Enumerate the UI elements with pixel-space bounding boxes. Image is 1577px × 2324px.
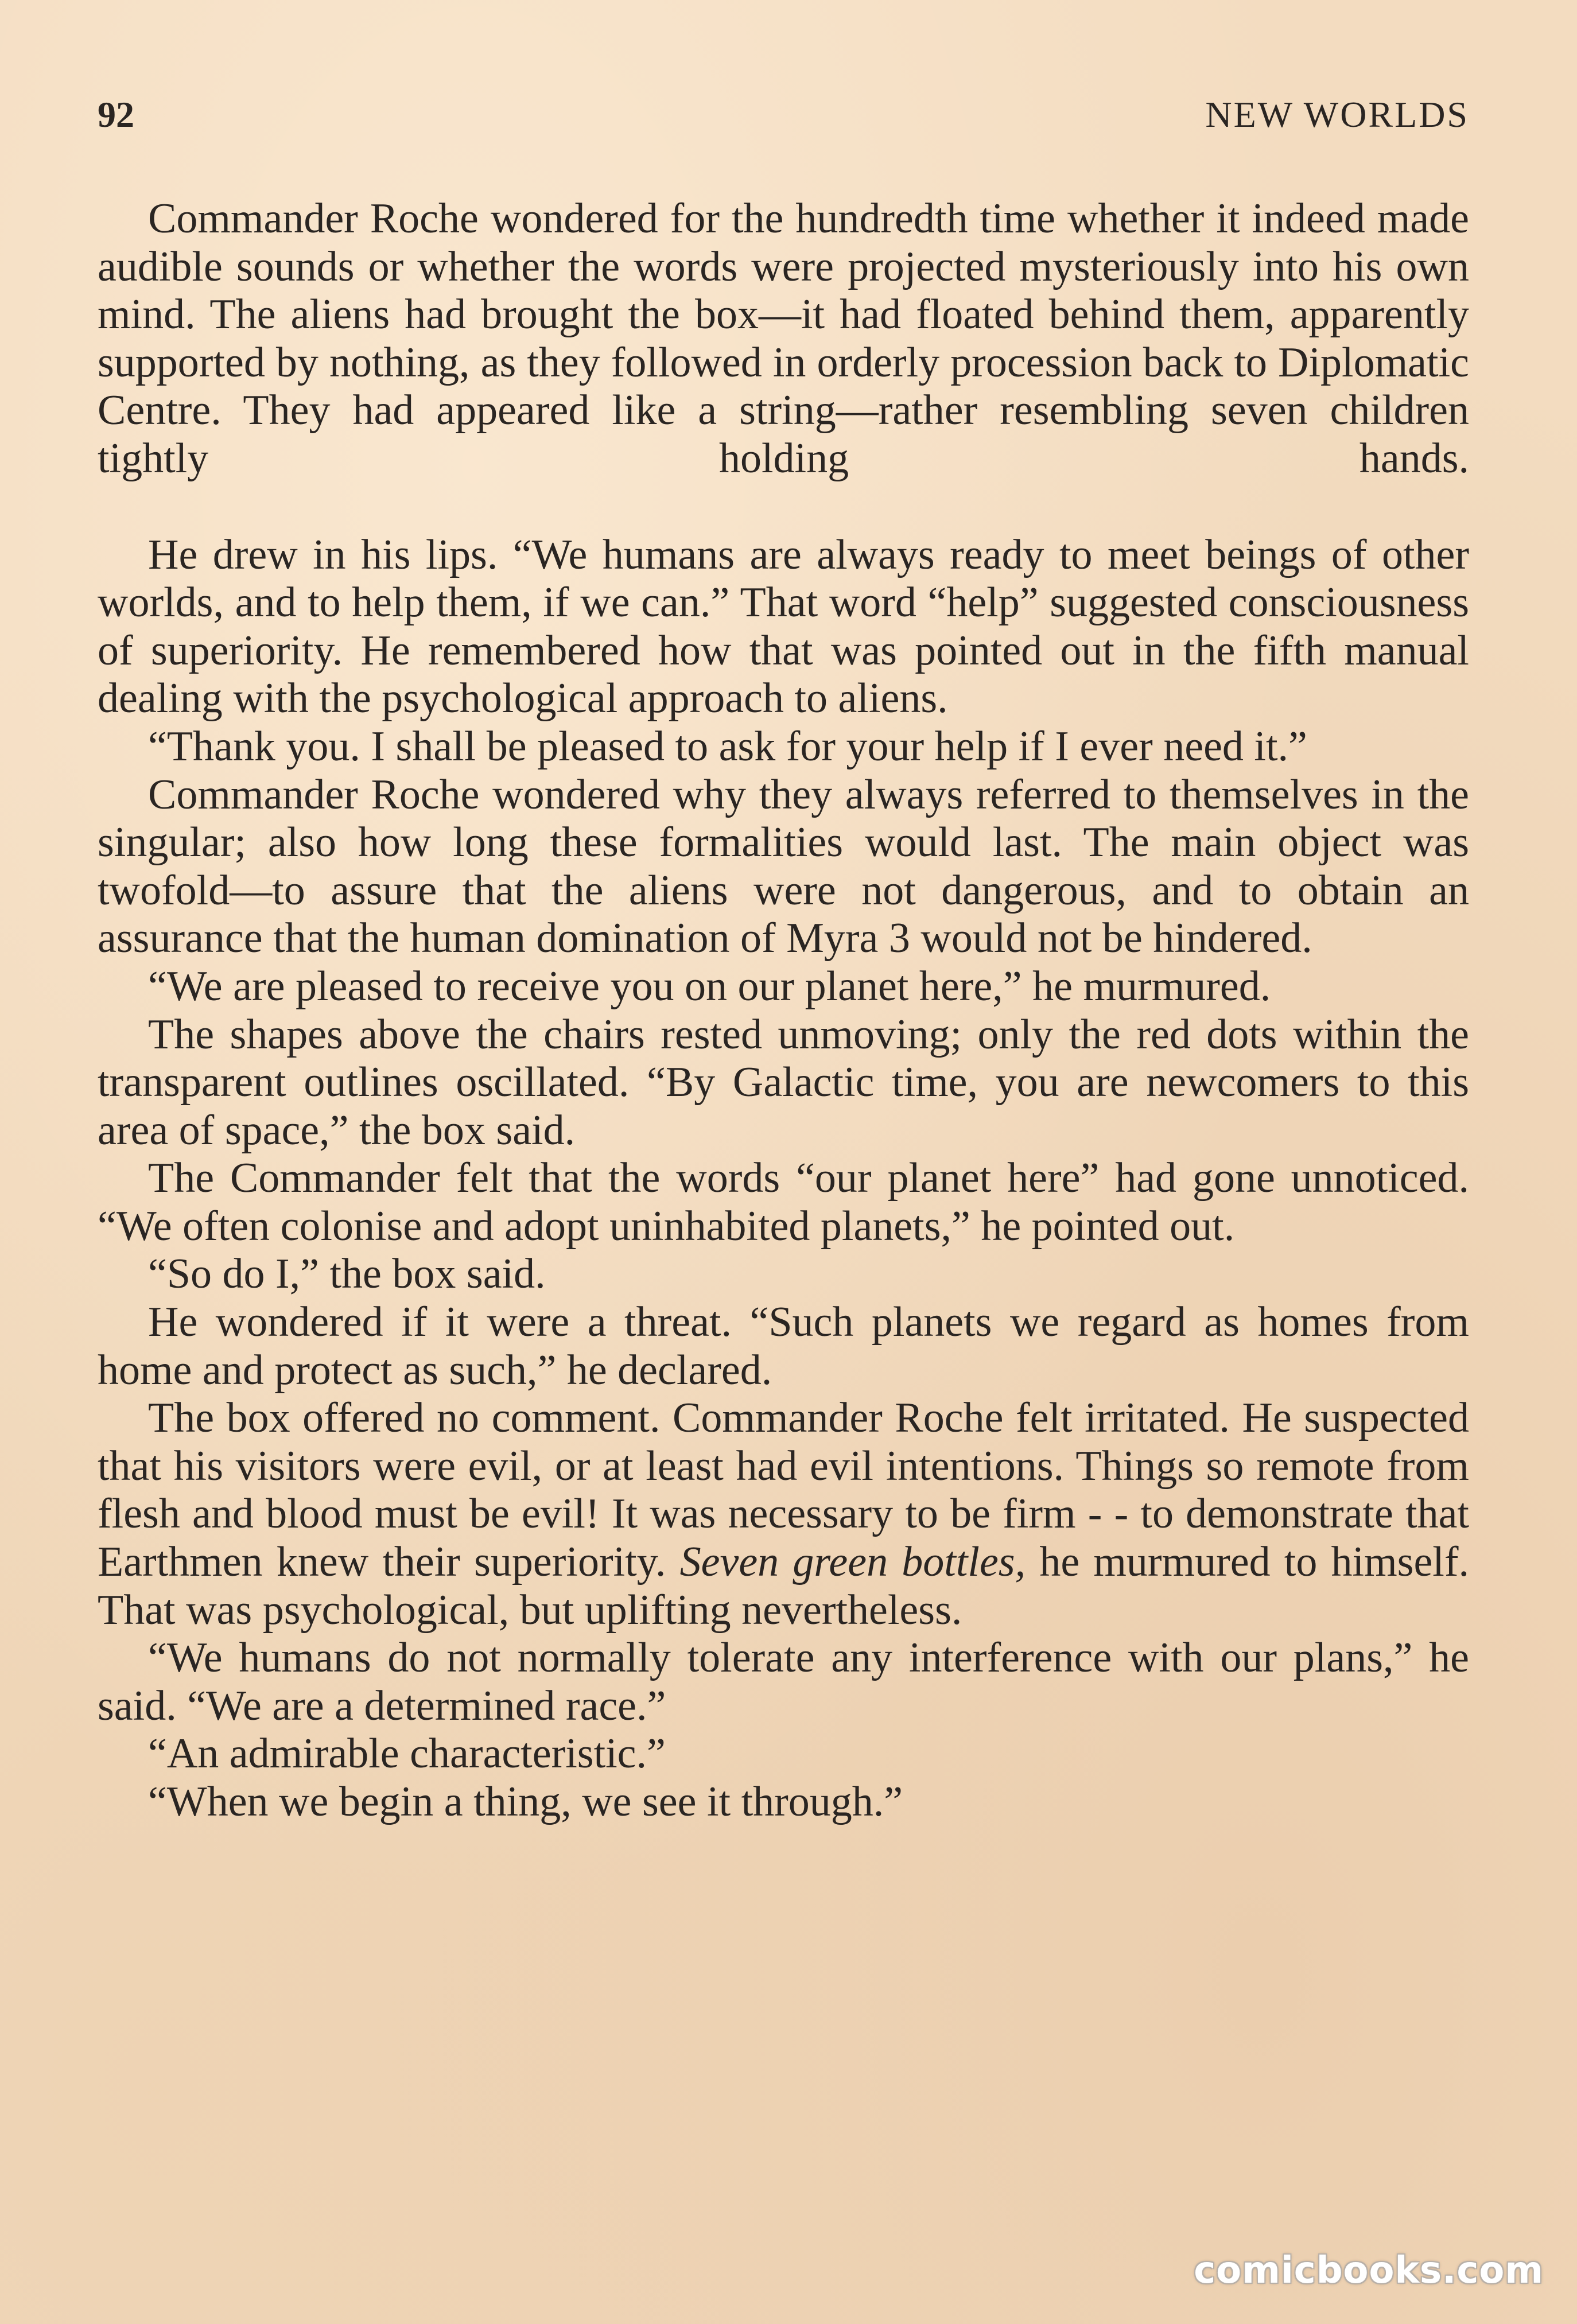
book-page xyxy=(98,86,1469,2267)
paragraph-text: The box offered no comment. Commander Roche felt irritated. He suspected that his visitors were evil, or at least had evil intentions. Things so remote from flesh and blood must be evil! It was necessary to be firm - - to demonstrate that Earthmen knew their superiority. xyxy=(98,1394,1469,1586)
paragraph-text: he murmured to himself. That was psychological, but uplifting nevertheless. xyxy=(98,1538,1470,1634)
paragraph xyxy=(98,1394,1469,1634)
emphasis-text: Seven green bottles, xyxy=(679,1538,1026,1586)
running-title: NEW WORLDS xyxy=(1205,94,1469,135)
paragraph: The Commander felt that the words “our planet here” had gone unnoticed. “We often colonise and adopt uninhabited planets,” he pointed out. xyxy=(98,1155,1469,1250)
body-text xyxy=(98,195,1469,1826)
paragraph: The shapes above the chairs rested unmoving; only the red dots within the transparent outlines oscillated. “By Galactic time, you are newcomers to this area of space,” the box said. xyxy=(98,1011,1469,1154)
paragraph: “An admirable characteristic.” xyxy=(148,1730,666,1778)
paragraph: He drew in his lips. “We humans are always ready to meet beings of other worlds, and to help them, if we can.” That word “help” suggested consciousness of superiority. He remembered how that was pointed out in the fifth manual dealing with the psychological approach to aliens. xyxy=(98,531,1469,722)
paragraph: “We humans do not normally tolerate any interference with our plans,” he said. “We are a determined race.” xyxy=(98,1634,1469,1730)
paragraph: “When we begin a thing, we see it through.” xyxy=(148,1778,903,1825)
paragraph: “So do I,” the box said. xyxy=(148,1250,546,1298)
page-number: 92 xyxy=(98,94,134,135)
paragraph: Commander Roche wondered why they always referred to themselves in the singular; also how long these formalities would last. The main object was twofold—to assure that the aliens were not dangerous, and to obtain an assurance that the human domination of Myra 3 would not be hindered. xyxy=(98,771,1469,962)
paragraph: “We are pleased to receive you on our planet here,” he murmured. xyxy=(148,962,1271,1010)
paragraph: “Thank you. I shall be pleased to ask for your help if I ever need it.” xyxy=(148,722,1307,770)
watermark: comicbooks.com xyxy=(1194,2249,1544,2292)
running-head xyxy=(98,86,1469,143)
paragraph: He wondered if it were a threat. “Such planets we regard as homes from home and protect as such,” he declared. xyxy=(98,1299,1469,1394)
paragraph: Commander Roche wondered for the hundredth time whether it indeed made audible sounds or whether the words were projected mysteriously into his own mind. The aliens had brought the box—it had floated behind them, apparently supported by nothing, as they followed in orderly procession back to Diplomatic Centre. They had appeared like a string—rather resembling seven children tightly holding hands. xyxy=(98,195,1469,482)
